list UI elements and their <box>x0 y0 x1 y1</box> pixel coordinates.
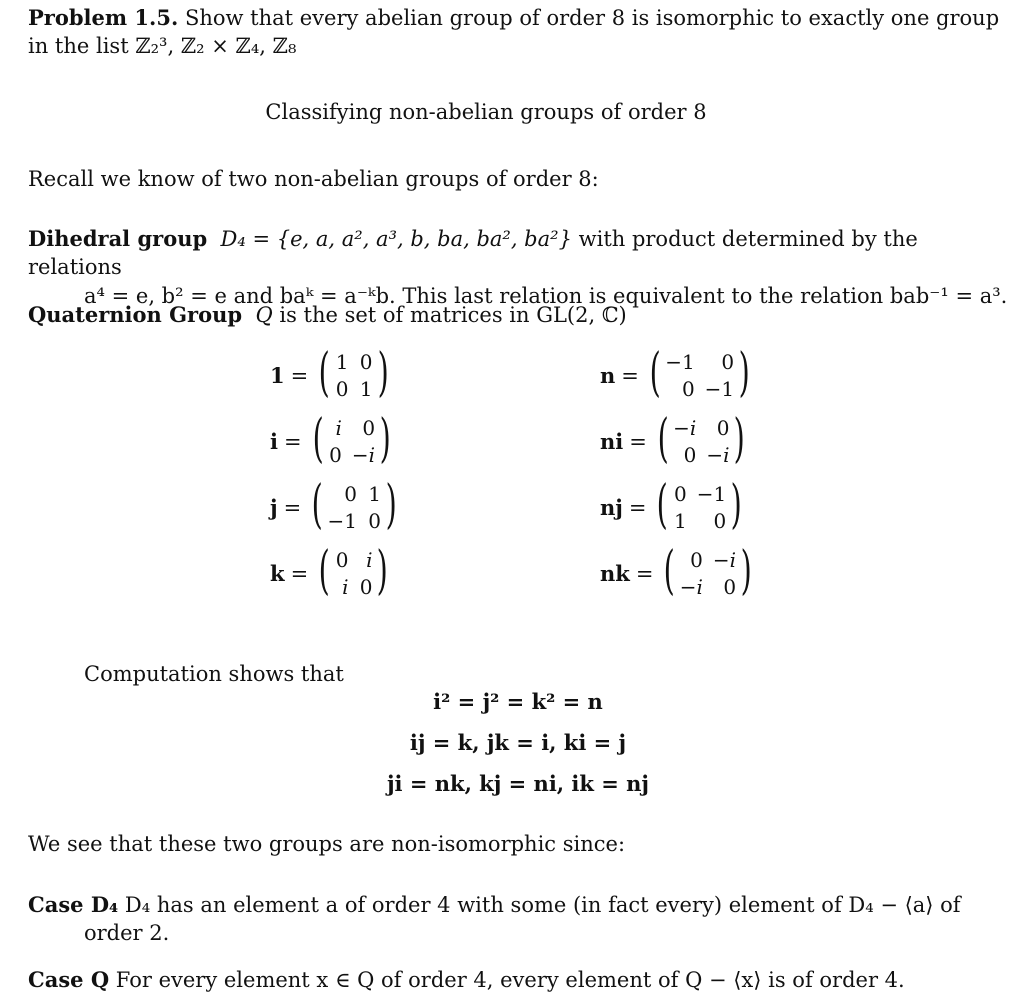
matrix-entries <box>673 416 729 468</box>
case-q-text: For every element x ∈ Q of order 4, every element of Q − ⟨x⟩ is of order 4. <box>115 968 905 992</box>
matrix-entries <box>328 482 381 534</box>
matrix-entry: 0 <box>683 443 697 467</box>
matrix-entry: 0 <box>681 377 695 401</box>
equals-sign: = <box>621 363 639 388</box>
problem-statement <box>28 4 1018 61</box>
right-paren: ) <box>730 475 742 535</box>
left-paren: ( <box>657 409 669 469</box>
left-paren: ( <box>318 541 330 601</box>
matrix-label: ni <box>600 428 624 454</box>
right-paren: ) <box>738 343 750 403</box>
matrix-entry: −i <box>679 575 703 599</box>
dihedral-symbol: D₄ <box>220 227 246 251</box>
matrix-entry: 0 <box>674 482 687 506</box>
matrix-entry: −1 <box>704 377 735 401</box>
right-paren: ) <box>740 541 752 601</box>
equation-products: ij = k, jk = i, ki = j <box>409 730 627 755</box>
matrix-entry: 0 <box>368 509 381 533</box>
right-paren: ) <box>734 409 746 469</box>
matrix-entry: −i <box>706 443 730 467</box>
matrix-label: nk <box>600 560 630 586</box>
matrix-entry: 1 <box>359 377 373 401</box>
matrix-ni <box>600 409 750 469</box>
right-paren: ) <box>377 343 389 403</box>
matrix-label: 1 <box>270 362 285 388</box>
matrix-entry: 0 <box>359 575 373 599</box>
non-isomorphic-text: We see that these two groups are non-isomorphic since: <box>28 832 626 856</box>
left-paren: ( <box>311 475 323 535</box>
matrix-entry: i <box>366 548 373 572</box>
matrix-entry: i <box>335 416 342 440</box>
matrix-k <box>270 541 393 601</box>
matrix-entry: −i <box>673 416 697 440</box>
matrix-entry: 0 <box>335 377 349 401</box>
quaternion-definition <box>28 301 627 329</box>
equals-sign: = <box>629 429 647 454</box>
matrix-entry: 0 <box>723 575 737 599</box>
matrix-n <box>600 343 754 403</box>
quaternion-label: Quaternion Group <box>28 302 243 327</box>
dihedral-relations: a⁴ = e, b² = e and baᵏ = a⁻ᵏb. This last relation is equivalent to the relation bab⁻¹ = a³. <box>84 283 1008 308</box>
matrix-label: i <box>270 428 278 454</box>
left-paren: ( <box>649 343 661 403</box>
recall-text: Recall we know of two non-abelian groups of order 8: <box>28 167 599 191</box>
matrix-entry: 0 <box>690 548 703 572</box>
quaternion-symbol: Q <box>255 303 273 327</box>
left-paren: ( <box>312 409 324 469</box>
matrix-entries <box>334 548 372 600</box>
matrix-entry: −1 <box>327 509 357 533</box>
matrix-entry: i <box>342 575 349 599</box>
case-d4-label: Case D₄ <box>28 892 119 917</box>
matrix-entry: 0 <box>344 482 357 506</box>
matrix-entries <box>680 548 736 600</box>
equals-sign: = <box>290 561 309 586</box>
matrix-entries <box>673 482 726 534</box>
equals-sign: = <box>290 363 309 388</box>
matrix-entries <box>335 350 373 402</box>
equation-squares: i² = j² = k² = n <box>433 689 603 714</box>
matrix-entry: −i <box>712 548 737 572</box>
matrix-label: k <box>270 560 285 586</box>
matrix-entry: 1 <box>368 482 381 506</box>
computation-intro: Computation shows that <box>84 662 344 686</box>
case-d4-text: D₄ has an element a of order 4 with some (in fact every) element of D₄ − ⟨a⟩ of order 2. <box>84 893 961 946</box>
dihedral-label: Dihedral group <box>28 226 208 251</box>
matrix-entry: 0 <box>329 443 342 467</box>
matrix-nk <box>600 541 756 601</box>
dihedral-definition <box>28 225 1018 310</box>
problem-text-line2: in the list <box>28 34 136 59</box>
dihedral-text: with product determined by the relations <box>28 227 918 280</box>
dihedral-set: = {e, a, a², a³, b, ba, ba², ba²} <box>252 227 572 251</box>
case-q-label: Case Q <box>28 967 110 992</box>
matrix-nj <box>600 475 747 535</box>
matrix-entry: 0 <box>335 548 349 572</box>
equals-sign: = <box>283 429 302 454</box>
matrix-entry: −1 <box>665 350 695 374</box>
case-q <box>28 966 1018 994</box>
equals-sign: = <box>283 495 302 520</box>
right-paren: ) <box>385 475 397 535</box>
left-paren: ( <box>664 541 676 601</box>
equals-sign: = <box>628 495 647 520</box>
matrix-label: n <box>600 362 616 388</box>
matrix-j <box>270 475 401 535</box>
right-paren: ) <box>377 541 389 601</box>
matrix-entry: 0 <box>721 350 735 374</box>
matrix-label: nj <box>600 494 623 520</box>
matrix-i <box>270 409 395 469</box>
case-d4 <box>28 891 1004 948</box>
equation-reverse-products: ji = nk, kj = ni, ik = nj <box>386 771 650 796</box>
problem-group-list: ℤ₂³, ℤ₂ × ℤ₄, ℤ₈ <box>135 34 297 59</box>
problem-text-line1: Show that every abelian group of order 8 is isomorphic to exactly one group <box>184 6 1000 30</box>
matrix-entry: 0 <box>359 350 373 374</box>
matrix-1 <box>270 343 393 403</box>
problem-label: Problem 1.5. <box>28 5 179 30</box>
matrix-entry: 0 <box>713 509 727 533</box>
left-paren: ( <box>318 343 330 403</box>
matrix-entry: 0 <box>362 416 376 440</box>
matrix-entries <box>665 350 734 402</box>
matrix-entries <box>328 416 375 468</box>
matrix-entry: −i <box>351 443 376 467</box>
section-title: Classifying non-abelian groups of order 8 <box>265 100 707 124</box>
right-paren: ) <box>379 409 391 469</box>
equals-sign: = <box>635 561 654 586</box>
matrix-entry: −1 <box>696 482 727 506</box>
matrix-entry: 1 <box>335 350 349 374</box>
matrix-label: j <box>270 494 278 520</box>
left-paren: ( <box>657 475 669 535</box>
quaternion-text: is the set of matrices in GL(2, ℂ) <box>279 303 627 327</box>
matrix-entry: 0 <box>716 416 730 440</box>
matrix-entry: 1 <box>674 509 687 533</box>
